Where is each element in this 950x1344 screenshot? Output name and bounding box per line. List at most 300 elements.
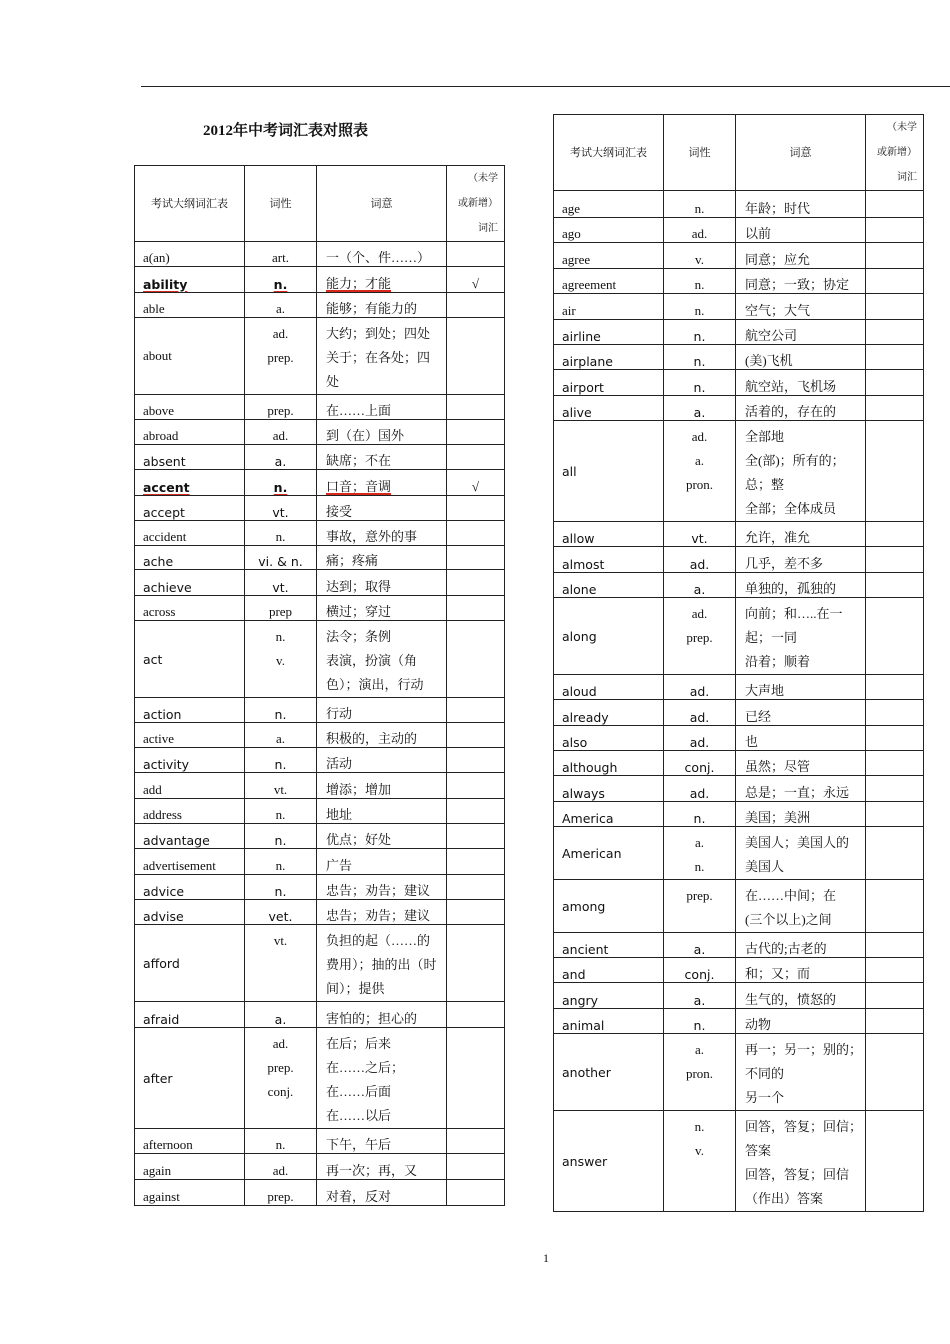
meaning-cell xyxy=(317,596,447,621)
meaning-cell xyxy=(317,875,447,900)
pos-text: n. xyxy=(275,529,286,544)
table-row xyxy=(135,824,505,849)
table-row xyxy=(554,522,924,547)
meaning-text: 痛；疼痛 xyxy=(326,553,379,568)
meaning-cell xyxy=(736,598,866,675)
pos-text: ad. xyxy=(691,429,708,444)
pos-text: n. xyxy=(693,811,706,826)
new-word-mark xyxy=(447,596,505,621)
word-cell: ancient xyxy=(554,933,664,958)
meaning-text: 虽然；尽管 xyxy=(745,759,811,774)
meaning-cell xyxy=(317,748,447,773)
meaning-text: (美)飞机 xyxy=(745,353,793,368)
word-cell: and xyxy=(554,958,664,983)
pos-text: ad. xyxy=(689,786,710,801)
vocab-table-right xyxy=(553,114,924,1212)
table-row xyxy=(554,269,924,294)
meaning-text: 害怕的；担心的 xyxy=(326,1011,418,1026)
new-word-mark xyxy=(447,496,505,521)
word-cell: add xyxy=(135,773,245,799)
word-cell: angry xyxy=(554,983,664,1009)
meaning-cell xyxy=(317,1129,447,1154)
pos-cell xyxy=(245,1028,317,1129)
word-cell: again xyxy=(135,1154,245,1180)
table-row xyxy=(135,420,505,445)
word-cell: animal xyxy=(554,1009,664,1034)
pos-text: n. xyxy=(274,833,287,848)
meaning-cell xyxy=(317,900,447,925)
meaning-text: 增添；增加 xyxy=(326,782,392,797)
meaning-cell xyxy=(736,802,866,827)
pos-text: prep. xyxy=(686,888,713,903)
meaning-cell xyxy=(317,570,447,596)
meaning-text: 同意；一致；协定 xyxy=(745,277,850,292)
pos-cell xyxy=(245,570,317,596)
pos-text: n. xyxy=(693,1018,706,1033)
meaning-text: 总是；一直；永远 xyxy=(745,785,850,800)
pos-cell xyxy=(245,445,317,470)
pos-text: n. xyxy=(694,1119,705,1134)
header-note xyxy=(447,166,505,242)
table-row xyxy=(135,900,505,925)
pos-cell xyxy=(664,776,736,802)
meaning-text: 到（在）国外 xyxy=(326,428,405,443)
word-cell: achieve xyxy=(135,570,245,596)
new-word-mark xyxy=(866,675,924,700)
table-row xyxy=(135,293,505,318)
table-row xyxy=(554,1111,924,1212)
meaning-text: 广告 xyxy=(326,858,353,873)
new-word-mark xyxy=(866,776,924,802)
meaning-cell xyxy=(317,267,447,293)
word-cell: above xyxy=(135,395,245,420)
meaning-text: 美国人；美国人的 xyxy=(745,835,850,850)
meaning-text: 起；一同 xyxy=(745,630,798,645)
new-word-mark xyxy=(866,1111,924,1212)
meaning-cell xyxy=(317,496,447,521)
pos-cell xyxy=(245,824,317,849)
new-word-mark xyxy=(447,748,505,773)
pos-cell xyxy=(245,293,317,318)
meaning-text: 事故，意外的事 xyxy=(326,529,418,544)
pos-cell xyxy=(245,596,317,621)
new-word-mark xyxy=(866,573,924,598)
meaning-text: 能力；才能 xyxy=(326,276,392,291)
meaning-cell xyxy=(736,269,866,294)
new-word-mark xyxy=(866,827,924,880)
pos-cell xyxy=(245,267,317,293)
word-cell: agreement xyxy=(554,269,664,294)
word-cell: activity xyxy=(135,748,245,773)
pos-text: a. xyxy=(274,454,287,469)
table-row xyxy=(135,773,505,799)
word-cell: America xyxy=(554,802,664,827)
pos-cell xyxy=(664,243,736,269)
table-row xyxy=(554,396,924,421)
meaning-cell xyxy=(736,573,866,598)
table-row xyxy=(135,470,505,496)
table-row xyxy=(554,880,924,933)
meaning-cell xyxy=(736,547,866,573)
pos-cell xyxy=(664,933,736,958)
pos-text: a. xyxy=(275,731,286,746)
table-row xyxy=(554,243,924,269)
table-row xyxy=(135,1180,505,1206)
meaning-cell xyxy=(736,983,866,1009)
meaning-text: 回答，答复；回信 xyxy=(745,1167,850,1182)
pos-cell xyxy=(664,421,736,522)
meaning-cell xyxy=(736,751,866,776)
table-row xyxy=(135,546,505,570)
pos-cell xyxy=(245,925,317,1002)
table-row xyxy=(554,345,924,370)
meaning-cell xyxy=(317,799,447,824)
meaning-text: 费用）；抽的出（时 xyxy=(326,957,437,972)
meaning-cell xyxy=(317,773,447,799)
pos-cell xyxy=(245,496,317,521)
new-word-mark xyxy=(447,799,505,824)
table-row xyxy=(135,445,505,470)
meaning-text: 积极的，主动的 xyxy=(326,731,418,746)
meaning-text: 行动 xyxy=(326,706,353,721)
meaning-text: 航空站，飞机场 xyxy=(745,379,837,394)
meaning-cell xyxy=(736,1034,866,1111)
word-cell: advertisement xyxy=(135,849,245,875)
header-pos: 词性 xyxy=(245,166,317,242)
pos-text: n. xyxy=(694,303,705,318)
new-word-mark xyxy=(447,293,505,318)
meaning-text: 美国人 xyxy=(745,859,785,874)
table-row xyxy=(554,320,924,345)
meaning-text: 再一次；再，又 xyxy=(326,1163,418,1178)
pos-text: n. xyxy=(693,329,706,344)
pos-cell xyxy=(245,698,317,723)
meaning-text: 地址 xyxy=(326,807,353,822)
meaning-text: 和；又；而 xyxy=(745,966,811,981)
pos-text: n. xyxy=(275,629,286,644)
header-pos: 词性 xyxy=(664,115,736,191)
new-word-mark xyxy=(447,900,505,925)
meaning-cell xyxy=(317,1002,447,1028)
word-cell: advise xyxy=(135,900,245,925)
meaning-cell xyxy=(317,698,447,723)
word-cell: across xyxy=(135,596,245,621)
new-word-mark xyxy=(447,242,505,267)
pos-text: vt. xyxy=(272,580,289,595)
pos-cell xyxy=(664,345,736,370)
table-row xyxy=(554,573,924,598)
new-word-mark xyxy=(447,824,505,849)
meaning-cell xyxy=(736,522,866,547)
table-row xyxy=(135,318,505,395)
word-cell: ability xyxy=(135,267,245,293)
new-word-mark xyxy=(866,933,924,958)
table-row xyxy=(554,1009,924,1034)
table-row xyxy=(135,1028,505,1129)
pos-text: n. xyxy=(694,201,705,216)
pos-text: conj. xyxy=(684,967,715,982)
table-row xyxy=(554,547,924,573)
meaning-cell xyxy=(317,1154,447,1180)
pos-text: n. xyxy=(275,858,286,873)
page-number: 1 xyxy=(543,1251,549,1265)
meaning-text: 同意；应允 xyxy=(745,252,811,267)
meaning-cell xyxy=(317,621,447,698)
pos-cell xyxy=(245,773,317,799)
pos-cell xyxy=(245,420,317,445)
word-cell: accent xyxy=(135,470,245,496)
new-word-mark xyxy=(447,1180,505,1206)
pos-cell xyxy=(245,748,317,773)
word-cell: allow xyxy=(554,522,664,547)
pos-text: pron. xyxy=(685,1066,714,1081)
pos-text: prep. xyxy=(267,1189,294,1204)
table-row xyxy=(135,242,505,267)
pos-cell xyxy=(245,242,317,267)
new-word-mark xyxy=(866,243,924,269)
table-header-row xyxy=(135,166,505,242)
pos-text: n. xyxy=(275,1137,286,1152)
table-row xyxy=(554,218,924,243)
meaning-text: 美国；美洲 xyxy=(745,810,811,825)
new-word-mark xyxy=(866,345,924,370)
word-cell: accident xyxy=(135,521,245,546)
word-cell: able xyxy=(135,293,245,318)
pos-text: n. xyxy=(274,707,287,722)
meaning-text: 负担的起（……的 xyxy=(326,933,431,948)
word-cell: among xyxy=(554,880,664,933)
new-word-mark xyxy=(866,370,924,396)
word-cell: answer xyxy=(554,1111,664,1212)
new-word-mark xyxy=(447,521,505,546)
table-row xyxy=(135,1002,505,1028)
meaning-cell xyxy=(317,420,447,445)
pos-text: ad. xyxy=(272,1163,289,1178)
new-word-mark xyxy=(866,396,924,421)
meaning-cell xyxy=(736,243,866,269)
pos-text: art. xyxy=(272,250,289,265)
meaning-cell xyxy=(736,370,866,396)
header-word: 考试大纲词汇表 xyxy=(135,166,245,242)
table-row xyxy=(135,698,505,723)
header-note-line: 词汇 xyxy=(897,172,917,183)
pos-cell xyxy=(664,522,736,547)
new-word-mark: √ xyxy=(447,267,505,293)
meaning-cell xyxy=(317,521,447,546)
pos-cell xyxy=(664,827,736,880)
pos-cell xyxy=(245,900,317,925)
meaning-cell xyxy=(736,1009,866,1034)
pos-text: n. xyxy=(693,380,706,395)
new-word-mark xyxy=(447,925,505,1002)
meaning-text: 一（个、件……） xyxy=(326,250,431,265)
meaning-text: 活着的，存在的 xyxy=(745,404,837,419)
table-row xyxy=(554,370,924,396)
table-header-row xyxy=(554,115,924,191)
meaning-text: 几乎，差不多 xyxy=(745,556,824,571)
new-word-mark xyxy=(447,1154,505,1180)
pos-cell xyxy=(245,849,317,875)
word-cell: address xyxy=(135,799,245,824)
meaning-text: 年龄；时代 xyxy=(745,201,811,216)
pos-text: a. xyxy=(694,1042,705,1057)
table-row xyxy=(554,958,924,983)
meaning-cell xyxy=(317,470,447,496)
new-word-mark xyxy=(866,547,924,573)
meaning-text: 优点；好处 xyxy=(326,832,392,847)
table-row xyxy=(554,421,924,522)
pos-cell xyxy=(664,983,736,1009)
header-word: 考试大纲词汇表 xyxy=(554,115,664,191)
word-cell: accept xyxy=(135,496,245,521)
header-note-line: 词汇 xyxy=(478,223,498,234)
pos-text: n. xyxy=(273,277,288,292)
meaning-text: 活动 xyxy=(326,756,353,771)
meaning-cell xyxy=(736,1111,866,1212)
meaning-text: 全(部)；所有的； xyxy=(745,453,845,468)
pos-text: a. xyxy=(693,582,706,597)
pos-text: prep. xyxy=(267,1060,294,1075)
pos-cell xyxy=(664,751,736,776)
table-row xyxy=(135,1154,505,1180)
meaning-text: 向前；和…..在一 xyxy=(745,606,843,621)
new-word-mark xyxy=(447,445,505,470)
new-word-mark xyxy=(866,880,924,933)
pos-cell xyxy=(664,700,736,726)
word-cell: alone xyxy=(554,573,664,598)
word-cell: abroad xyxy=(135,420,245,445)
pos-text: a. xyxy=(274,1012,287,1027)
meaning-text: 也 xyxy=(745,734,759,749)
pos-cell xyxy=(245,470,317,496)
word-cell: already xyxy=(554,700,664,726)
pos-cell xyxy=(245,621,317,698)
pos-cell xyxy=(664,294,736,320)
pos-text: a. xyxy=(693,993,706,1008)
new-word-mark xyxy=(866,958,924,983)
meaning-text: (三个以上)之间 xyxy=(745,912,832,927)
pos-text: a. xyxy=(693,405,706,420)
pos-cell xyxy=(245,1002,317,1028)
pos-text: a. xyxy=(275,301,286,316)
pos-text: n. xyxy=(694,859,705,874)
pos-text: n. xyxy=(274,884,287,899)
pos-cell xyxy=(664,598,736,675)
new-word-mark xyxy=(866,1009,924,1034)
pos-text: vet. xyxy=(268,909,293,924)
meaning-cell xyxy=(736,958,866,983)
meaning-text: 对着，反对 xyxy=(326,1189,392,1204)
meaning-cell xyxy=(317,824,447,849)
meaning-text: 另一个 xyxy=(745,1090,785,1105)
table-row xyxy=(135,849,505,875)
new-word-mark xyxy=(866,421,924,522)
word-cell: airline xyxy=(554,320,664,345)
pos-text: vt. xyxy=(273,782,288,797)
meaning-text: 大约；到处；四处 xyxy=(326,326,431,341)
new-word-mark xyxy=(447,723,505,748)
meaning-text: 在……中间；在 xyxy=(745,888,837,903)
pos-text: ad. xyxy=(689,684,710,699)
meaning-text: 间）；提供 xyxy=(326,981,385,996)
table-row xyxy=(135,875,505,900)
meaning-cell xyxy=(736,294,866,320)
table-row xyxy=(554,751,924,776)
table-row xyxy=(554,1034,924,1111)
pos-cell xyxy=(245,521,317,546)
table-row xyxy=(135,925,505,1002)
table-row xyxy=(135,799,505,824)
meaning-text: 在后；后来 xyxy=(326,1036,392,1051)
table-row xyxy=(554,933,924,958)
pos-text: n. xyxy=(275,807,286,822)
pos-cell xyxy=(245,1129,317,1154)
new-word-mark xyxy=(866,700,924,726)
pos-text: ad. xyxy=(689,557,710,572)
vocab-table-left xyxy=(134,165,505,1206)
meaning-cell xyxy=(736,396,866,421)
meaning-cell xyxy=(736,320,866,345)
word-cell: advantage xyxy=(135,824,245,849)
meaning-cell xyxy=(736,675,866,700)
word-cell: another xyxy=(554,1034,664,1111)
pos-text: v. xyxy=(695,252,704,267)
pos-text: n. xyxy=(693,354,706,369)
meaning-text: 航空公司 xyxy=(745,328,798,343)
pos-text: ad. xyxy=(691,226,708,241)
page-title: 2012年中考词汇表对照表 xyxy=(203,123,369,139)
new-word-mark: √ xyxy=(447,470,505,496)
pos-cell xyxy=(245,723,317,748)
meaning-cell xyxy=(317,395,447,420)
new-word-mark xyxy=(866,218,924,243)
pos-text: a. xyxy=(694,453,705,468)
new-word-mark xyxy=(447,395,505,420)
meaning-text: 能够；有能力的 xyxy=(326,301,418,316)
pos-cell xyxy=(664,726,736,751)
meaning-cell xyxy=(317,445,447,470)
word-cell: aloud xyxy=(554,675,664,700)
word-cell: almost xyxy=(554,547,664,573)
pos-cell xyxy=(664,320,736,345)
pos-text: vt. xyxy=(273,933,288,948)
meaning-cell xyxy=(736,345,866,370)
meaning-text: 缺席；不在 xyxy=(326,453,392,468)
meaning-cell xyxy=(317,849,447,875)
pos-text: prep xyxy=(268,604,293,619)
new-word-mark xyxy=(866,983,924,1009)
header-note-line: 或新增） xyxy=(458,198,498,209)
table-row xyxy=(135,496,505,521)
meaning-text: 表演，扮演（角 xyxy=(326,653,418,668)
pos-cell xyxy=(245,546,317,570)
meaning-cell xyxy=(317,293,447,318)
word-cell: airport xyxy=(554,370,664,396)
new-word-mark xyxy=(447,621,505,698)
meaning-text: 动物 xyxy=(745,1017,772,1032)
meaning-text: 答案 xyxy=(745,1143,772,1158)
meaning-text: 在……上面 xyxy=(326,403,392,418)
table-row xyxy=(135,748,505,773)
pos-text: n. xyxy=(694,277,705,292)
word-cell: afternoon xyxy=(135,1129,245,1154)
meaning-cell xyxy=(736,218,866,243)
meaning-text: 口音；音调 xyxy=(326,479,392,494)
pos-text: prep. xyxy=(267,403,294,418)
pos-cell xyxy=(245,318,317,395)
meaning-text: 全部；全体成员 xyxy=(745,501,837,516)
pos-text: v. xyxy=(695,1143,704,1158)
